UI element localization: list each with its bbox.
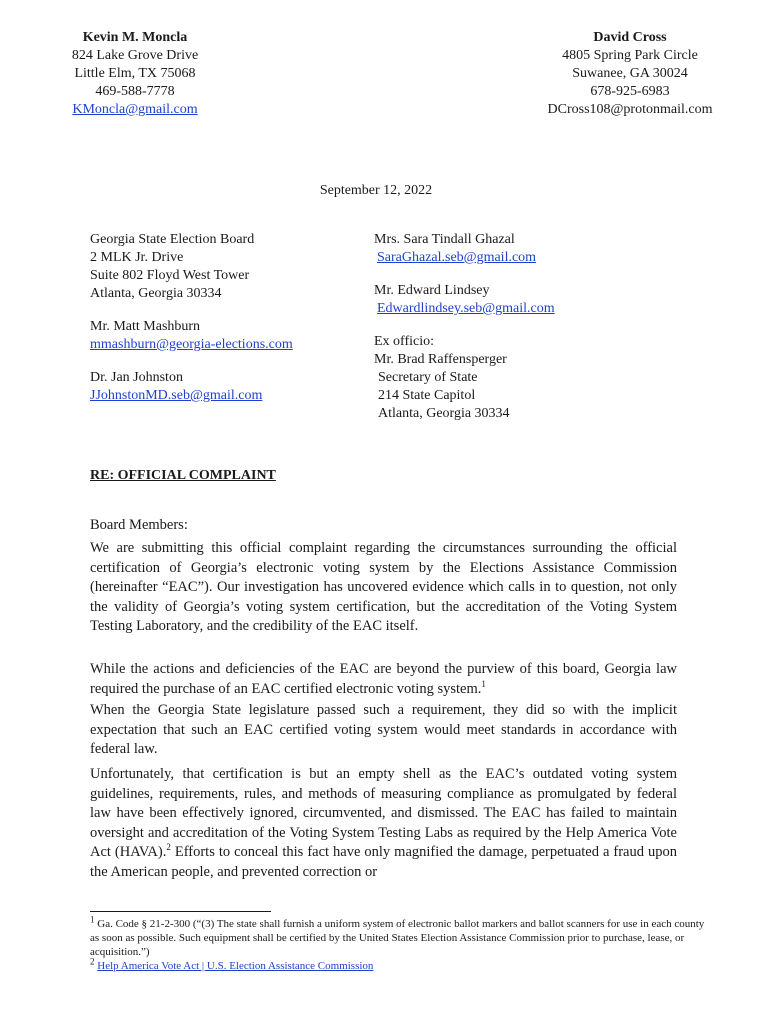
recipient-city: Atlanta, Georgia 30334 bbox=[90, 286, 222, 301]
sender-left-email-link[interactable]: KMoncla@gmail.com bbox=[72, 102, 198, 117]
recipient-suite: Suite 802 Floyd West Tower bbox=[90, 268, 250, 283]
sender-right-email-link[interactable]: DCross108@protonmail.com bbox=[547, 102, 713, 117]
exofficio-title: Secretary of State bbox=[378, 370, 478, 385]
sender-right-block bbox=[525, 29, 735, 119]
recipients-left-block bbox=[90, 231, 293, 405]
letter-body bbox=[90, 539, 677, 883]
footnote-2-marker: 2 bbox=[90, 956, 95, 967]
footnote-1-marker: 1 bbox=[90, 914, 95, 925]
paragraph-3: When the Georgia State legislature passed such a requirement, they did so with the implicit expectation that such an EAC certified voting system would meet standards in accordance with federal law. bbox=[90, 702, 677, 758]
paragraph-4-text-b: Efforts to conceal this fact have only magnified the damage, perpetuated a fraud upon the American people, and prevented correction or bbox=[90, 844, 677, 880]
sender-left-city: Little Elm, TX 75068 bbox=[74, 66, 196, 81]
sender-right-city: Suwanee, GA 30024 bbox=[572, 66, 688, 81]
recipient-org: Georgia State Election Board bbox=[90, 232, 255, 247]
sender-right-street: 4805 Spring Park Circle bbox=[562, 48, 698, 63]
exofficio-name: Mr. Brad Raffensperger bbox=[374, 352, 507, 367]
footnote-1-text: Ga. Code § 21-2-300 (“(3) The state shall furnish a uniform system of electronic ballot markers and ballot scanners for use in each county as soon as possible. Such equipment shall be certified by the United States Election Assistance Commission prior to purchase, lease, or acquisition.”) bbox=[90, 918, 705, 958]
paragraph-1: We are submitting this official complaint regarding the circumstances surrounding the official certification of Georgia’s electronic voting system by the Elections Assistance Commission (hereinafter “EAC”). Our investigation has uncovered evidence which calls in to question, not only the validity of Georgia’s voting system certification, but the accreditation of the Voting System Testing Laboratory, and the credibility of the EAC itself. bbox=[90, 540, 677, 635]
footnotes bbox=[90, 914, 712, 973]
member3-email-link[interactable]: SaraGhazal.seb@gmail.com bbox=[377, 250, 537, 265]
sender-right-name: David Cross bbox=[593, 30, 667, 45]
member4-name: Mr. Edward Lindsey bbox=[374, 283, 490, 298]
footnote-ref-1[interactable]: 1 bbox=[481, 678, 486, 689]
recipient-street: 2 MLK Jr. Drive bbox=[90, 250, 184, 265]
member2-name: Dr. Jan Johnston bbox=[90, 370, 183, 385]
footnote-ref-2[interactable]: 2 bbox=[166, 842, 171, 853]
sender-left-street: 824 Lake Grove Drive bbox=[71, 48, 199, 63]
footnote-2 bbox=[90, 956, 712, 973]
paragraph-2-text: While the actions and deficiencies of the EAC are beyond the purview of this board, Georgia law required the purchase of an EAC certified electronic voting system. bbox=[90, 660, 677, 697]
sender-left-name: Kevin M. Moncla bbox=[82, 30, 188, 45]
recipients-right-block bbox=[374, 231, 555, 423]
sender-right-phone: 678-925-6983 bbox=[590, 84, 670, 99]
sender-left-phone: 469-588-7778 bbox=[95, 84, 175, 99]
sender-left-block bbox=[60, 29, 210, 119]
subject-line: RE: OFFICIAL COMPLAINT bbox=[90, 468, 276, 483]
paragraph-4 bbox=[90, 765, 677, 883]
footnote-divider bbox=[90, 911, 271, 912]
member1-name: Mr. Matt Mashburn bbox=[90, 319, 201, 334]
footnote-1 bbox=[90, 914, 712, 959]
exofficio-street: 214 State Capitol bbox=[378, 388, 476, 403]
member3-name: Mrs. Sara Tindall Ghazal bbox=[374, 232, 515, 247]
exofficio-label: Ex officio: bbox=[374, 334, 435, 349]
paragraph-4-text-a: Unfortunately, that certification is but an empty shell as the EAC’s outdated voting system guidelines, requirements, rules, and methods of measuring compliance as promulgated by federal law have been effectively ignored, circumvented, and dismissed. The EAC has failed to maintain oversight and accreditation of the Voting System Testing Labs as required by the Help America Vote Act (HAVA). bbox=[90, 765, 677, 861]
salutation: Board Members: bbox=[90, 517, 188, 533]
paragraph-2 bbox=[90, 660, 677, 699]
member1-email-link[interactable]: mmashburn@georgia-elections.com bbox=[90, 337, 293, 352]
member4-email-link[interactable]: Edwardlindsey.seb@gmail.com bbox=[377, 301, 555, 316]
exofficio-city: Atlanta, Georgia 30334 bbox=[378, 406, 510, 421]
footnote-2-link[interactable]: Help America Vote Act | U.S. Election Assistance Commission bbox=[97, 960, 374, 972]
member2-email-link[interactable]: JJohnstonMD.seb@gmail.com bbox=[90, 388, 263, 403]
letter-date: September 12, 2022 bbox=[319, 183, 433, 198]
